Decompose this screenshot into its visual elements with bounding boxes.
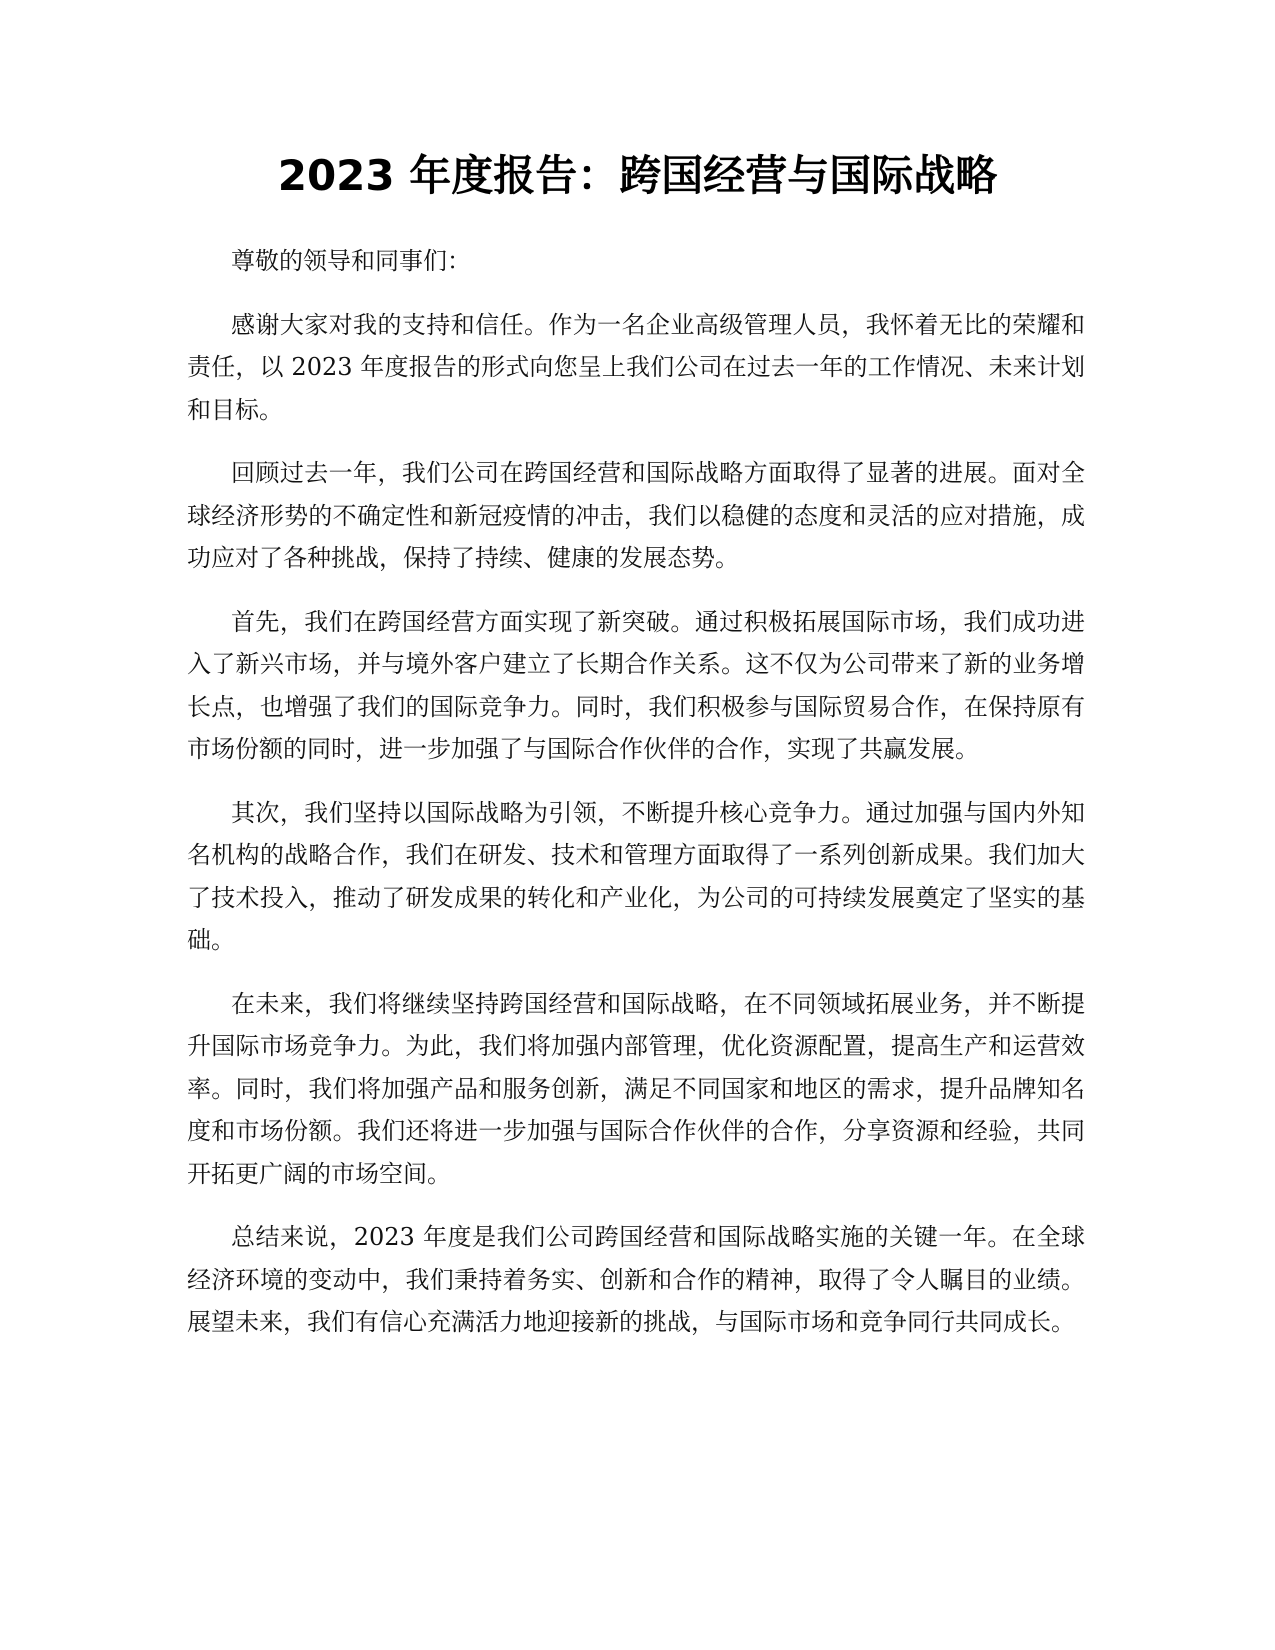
- paragraph-thanks: 感谢大家对我的支持和信任。作为一名企业高级管理人员，我怀着无比的荣耀和责任，以 2023 年度报告的形式向您呈上我们公司在过去一年的工作情况、未来计划和目标。: [187, 310, 1085, 424]
- document-body: [187, 240, 1085, 1365]
- paragraph-summary: 总结来说，2023 年度是我们公司跨国经营和国际战略实施的关键一年。在全球经济环境的变动中，我们秉持着务实、创新和合作的精神，取得了令人瞩目的业绩。展望未来，我们有信心充满活力地迎接新的挑战，与国际市场和竞争同行共同成长。: [187, 1223, 1085, 1336]
- paragraph-future: 在未来，我们将继续坚持跨国经营和国际战略，在不同领域拓展业务，并不断提升国际市场竞争力。为此，我们将加强内部管理，优化资源配置，提高生产和运营效率。同时，我们将加强产品和服务创新，满足不同国家和地区的需求，提升品牌知名度和市场份额。我们还将进一步加强与国际合作伙伴的合作，分享资源和经验，共同开拓更广阔的市场空间。: [187, 989, 1085, 1188]
- document-title: 2023 年度报告：跨国经营与国际战略: [277, 151, 998, 200]
- salutation: 尊敬的领导和同事们：: [231, 247, 471, 275]
- paragraph-first: 首先，我们在跨国经营方面实现了新突破。通过积极拓展国际市场，我们成功进入了新兴市场，并与境外客户建立了长期合作关系。这不仅为公司带来了新的业务增长点，也增强了我们的国际竞争力。同时，我们积极参与国际贸易合作，在保持原有市场份额的同时，进一步加强了与国际合作伙伴的合作，实现了共赢发展。: [187, 607, 1085, 763]
- paragraph-review: 回顾过去一年，我们公司在跨国经营和国际战略方面取得了显著的进展。面对全球经济形势的不确定性和新冠疫情的冲击，我们以稳健的态度和灵活的应对措施，成功应对了各种挑战，保持了持续、健康的发展态势。: [187, 459, 1085, 572]
- paragraph-second: 其次，我们坚持以国际战略为引领，不断提升核心竞争力。通过加强与国内外知名机构的战略合作，我们在研发、技术和管理方面取得了一系列创新成果。我们加大了技术投入，推动了研发成果的转化和产业化，为公司的可持续发展奠定了坚实的基础。: [187, 798, 1085, 954]
